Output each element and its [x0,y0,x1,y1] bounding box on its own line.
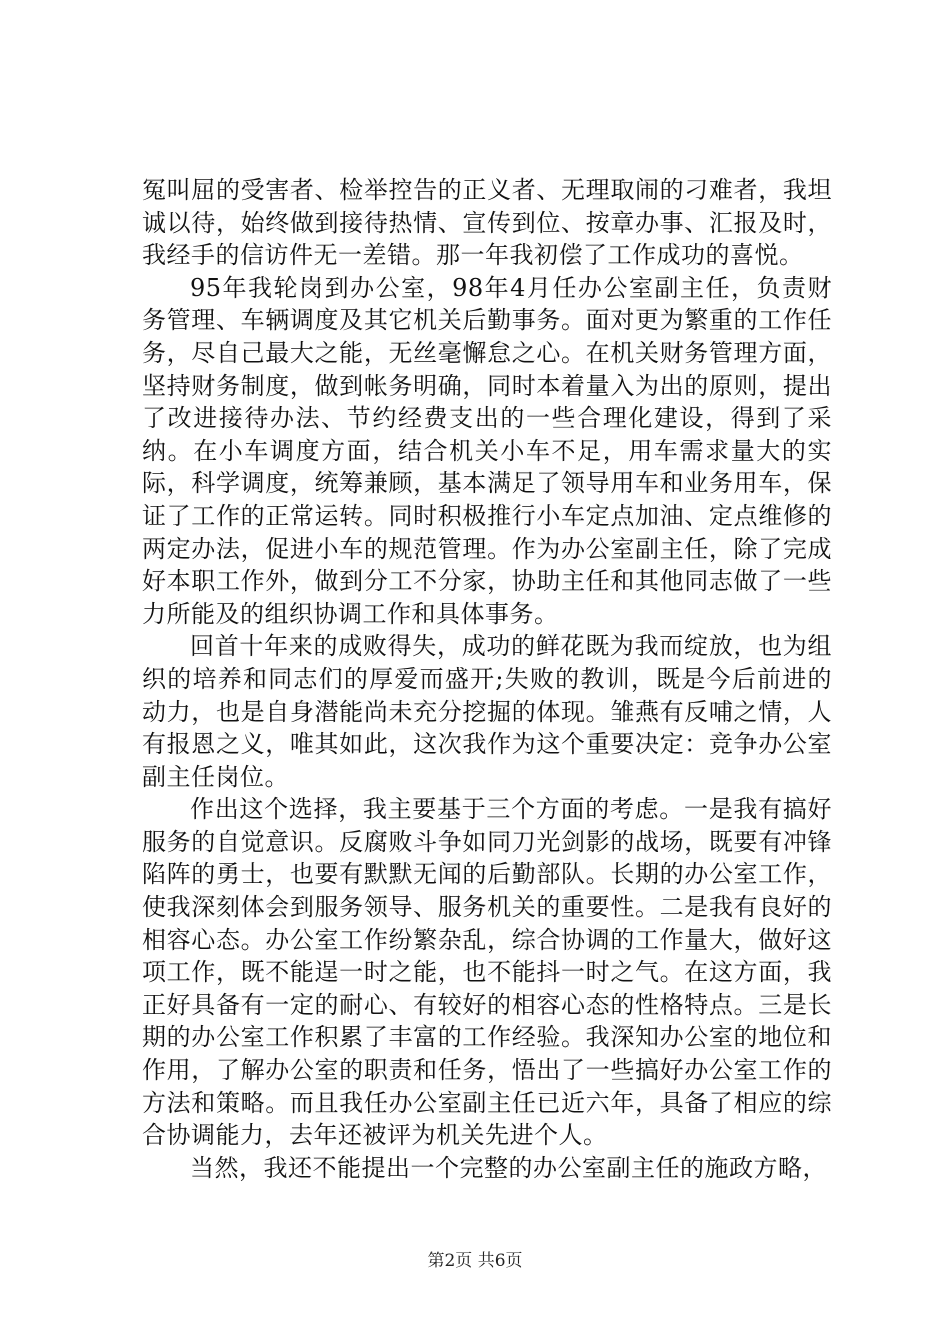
paragraph-4: 作出这个选择，我主要基于三个方面的考虑。一是我有搞好服务的自觉意识。反腐败斗争如同刀光剑影的战场，既要有冲锋陷阵的勇士，也要有默默无闻的后勤部队。长期的办公室工作，使我深刻体会到服务领导、服务机关的重要性。二是我有良好的相容心态。办公室工作纷繁杂乱，综合协调的工作量大，做好这项工作，既不能逞一时之能，也不能抖一时之气。在这方面，我正好具备有一定的耐心、有较好的相容心态的性格特点。三是长期的办公室工作积累了丰富的工作经验。我深知办公室的地位和作用，了解办公室的职责和任务，悟出了一些搞好办公室工作的方法和策略。而且我任办公室副主任已近六年，具备了相应的综合协调能力，去年还被评为机关先进个人。 [142,795,832,1150]
paragraph-3: 回首十年来的成败得失，成功的鲜花既为我而绽放，也为组织的培养和同志们的厚爱而盛开;失败的教训，既是今后前进的动力，也是自身潜能尚未充分挖掘的体现。雏燕有反哺之情，人有报恩之义，唯其如此，这次我作为这个重要决定：竞争办公室副主任岗位。 [142,632,832,791]
paragraph-1: 冤叫屈的受害者、检举控告的正义者、无理取闹的刁难者，我坦诚以待，始终做到接待热情、宣传到位、按章办事、汇报及时，我经手的信访件无一差错。那一年我初偿了工作成功的喜悦。 [142,176,832,270]
body-text [142,174,832,1184]
page-footer: 第2页 共6页 [427,1251,523,1271]
paragraph-2: 95年我轮岗到办公室，98年4月任办公室副主任，负责财务管理、车辆调度及其它机关后勤事务。面对更为繁重的工作任务，尽自己最大之能，无丝毫懈怠之心。在机关财务管理方面，坚持财务制度，做到帐务明确，同时本着量入为出的原则，提出了改进接待办法、节约经费支出的一些合理化建设，得到了采纳。在小车调度方面，结合机关小车不足，用车需求量大的实际，科学调度，统筹兼顾，基本满足了领导用车和业务用车，保证了工作的正常运转。同时积极推行小车定点加油、定点维修的两定办法，促进小车的规范管理。作为办公室副主任，除了完成好本职工作外，做到分工不分家，协助主任和其他同志做了一些力所能及的组织协调工作和具体事务。 [142,273,832,628]
paragraph-5: 当然，我还不能提出一个完整的办公室副主任的施政方略， [190,1153,827,1182]
